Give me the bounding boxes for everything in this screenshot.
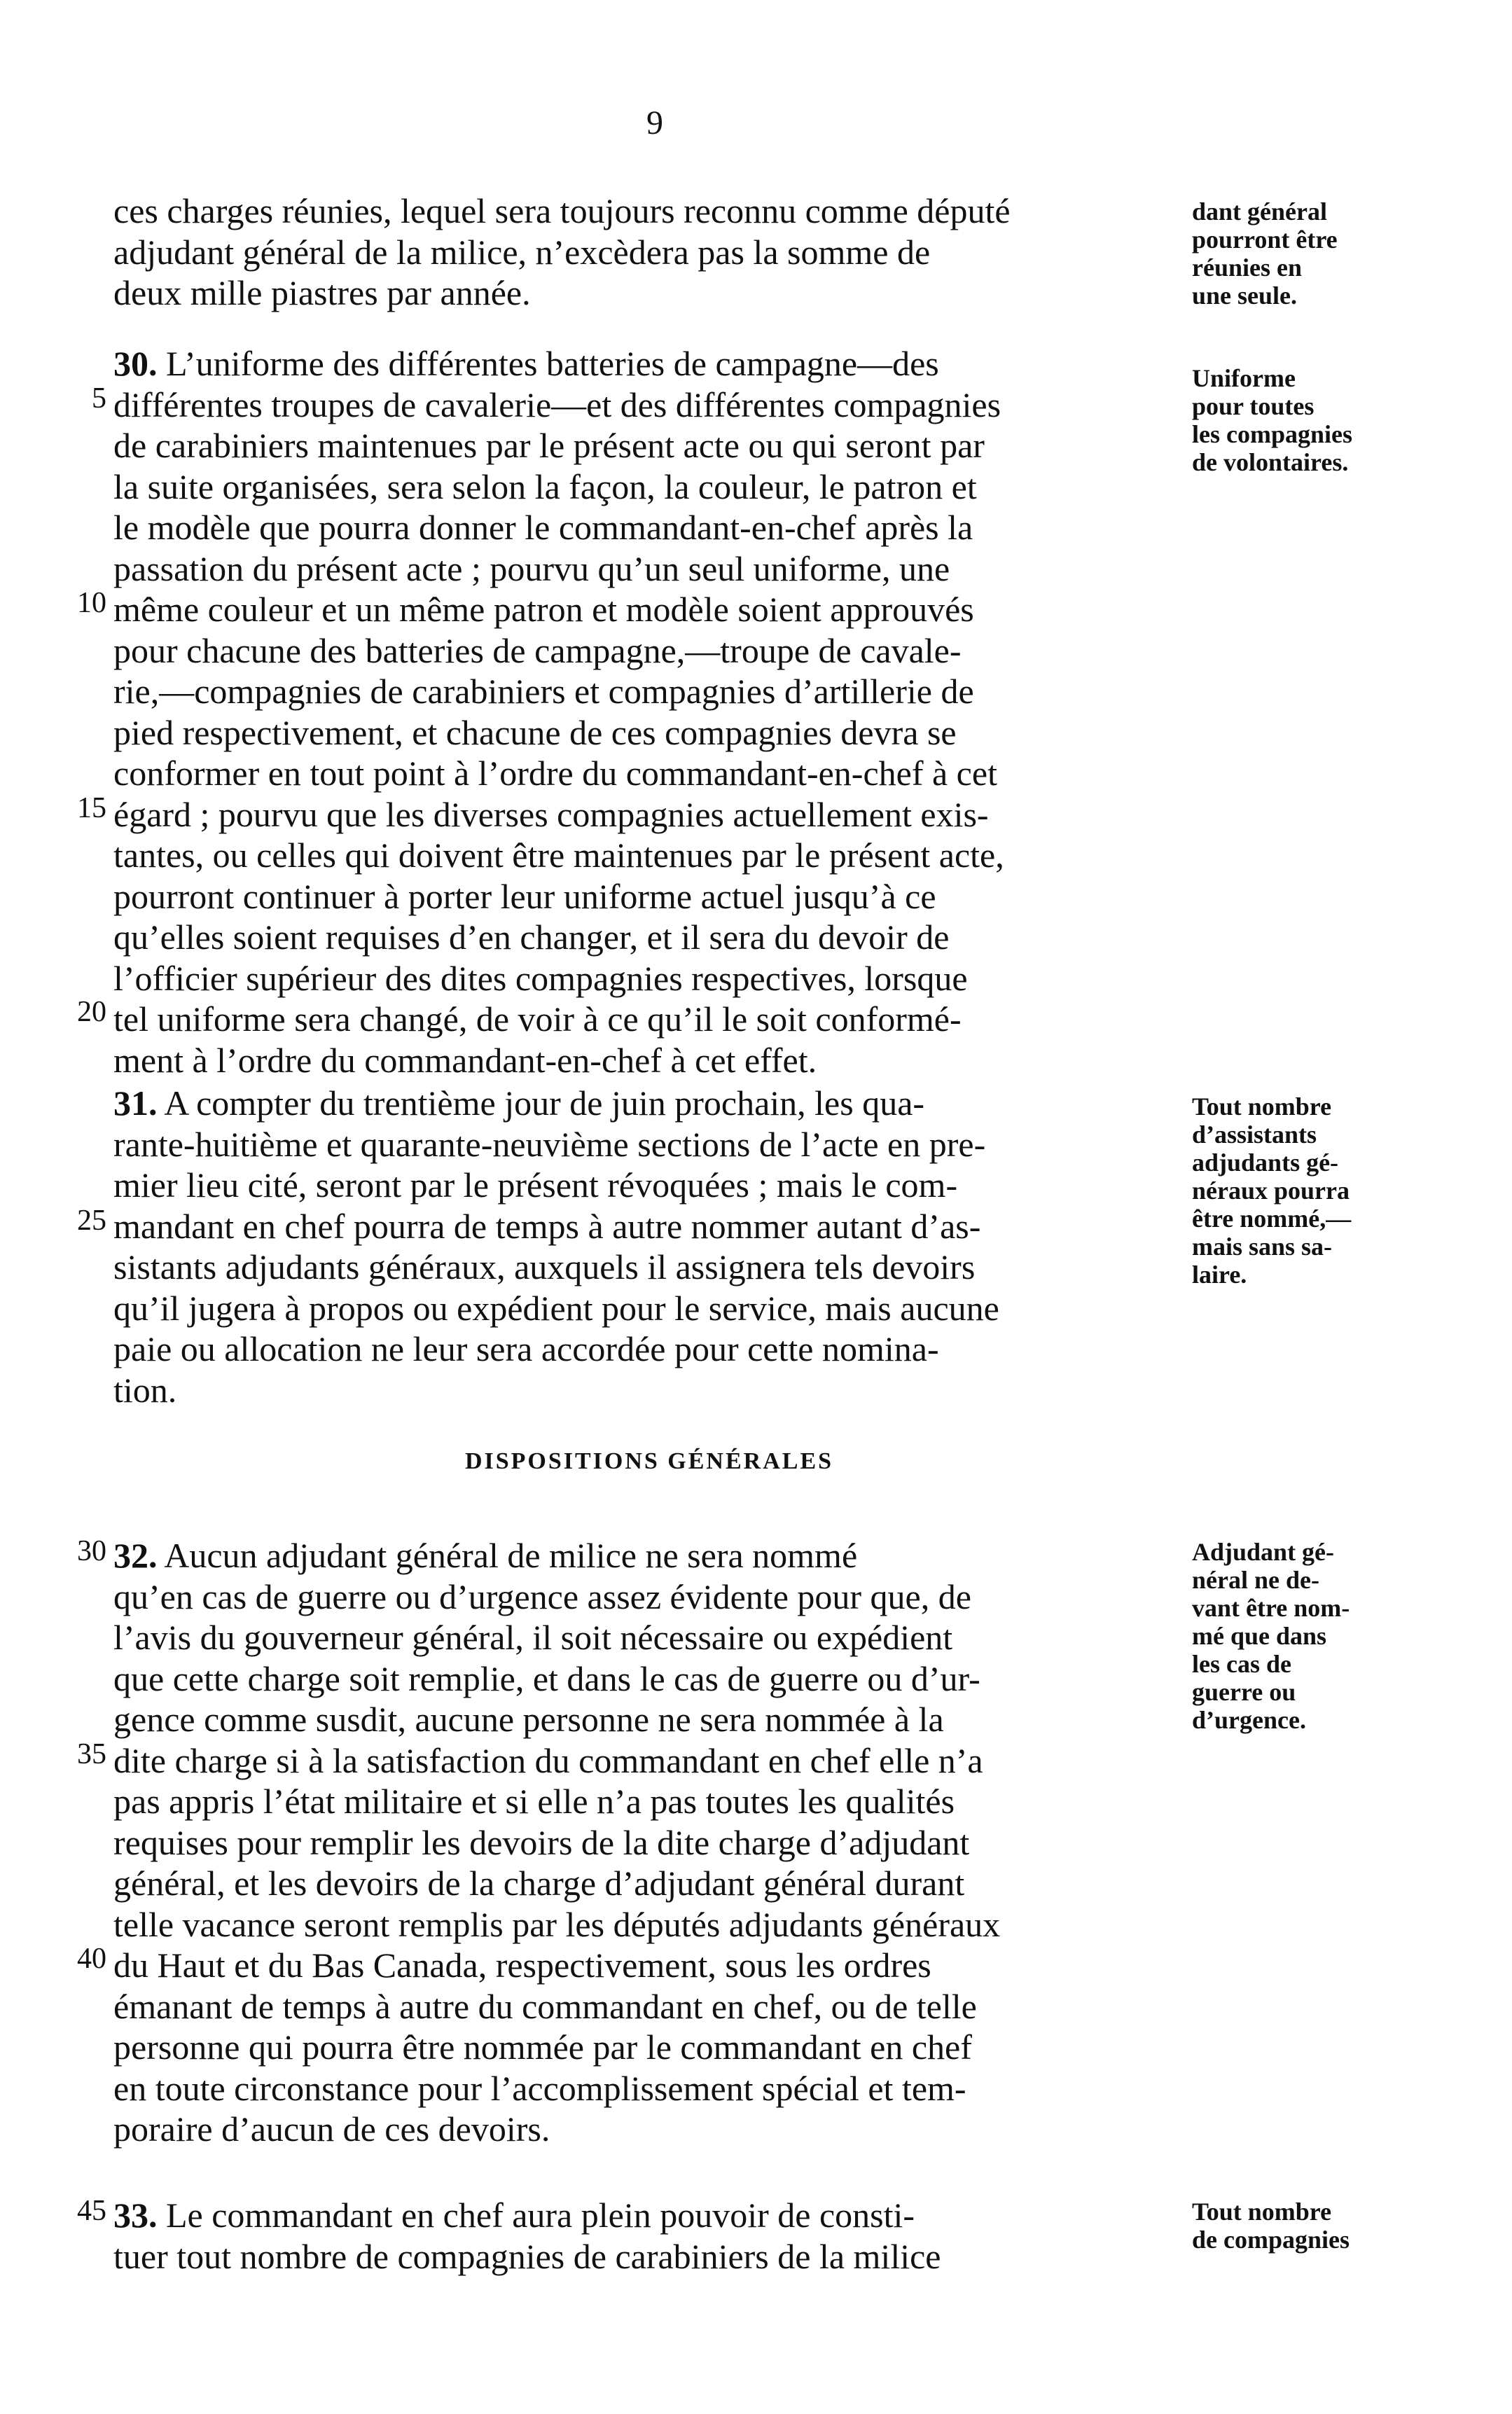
line-number-40: 40 bbox=[77, 1943, 106, 1975]
margin-note-31: Tout nombre d’assistants adjudants gé- néraux pourra être nommé,— mais sans sa- laire. bbox=[1192, 1092, 1352, 1289]
section-number-33: 33. bbox=[113, 2196, 158, 2235]
paragraph-32 bbox=[113, 1535, 1185, 2150]
paragraph-31 bbox=[113, 1083, 1185, 1410]
line-number-15: 15 bbox=[77, 792, 106, 824]
line-number-20: 20 bbox=[77, 996, 106, 1028]
paragraph-30-text: L’uniforme des différentes batteries de campagne—des différentes troupes de cavalerie—et des différentes compagnies de carabiniers maintenues par le présent acte ou qui seront par la suite organisées, sera selon la façon, la couleur, le patron et le modèle que pourra donner le commandant-en-chef après la passation du présent acte ; pourvu qu’un seul uniforme, une même couleur et un même patron et modèle soient approuvés pour chacune des batteries de campagne,—troupe de cavale- rie,—compagnies de carabiniers et compagnies d’artillerie de pied respectivement, et chacune de ces compagnies devra se conformer en tout point à l’ordre du commandant-en-chef à cet égard ; pourvu que les diverses compagnies actuellement exis- tantes, ou celles qui doivent être maintenues par le présent acte, pourront continuer à porter leur uniforme actuel jusqu’à ce qu’elles soient requises d’en changer, et il sera du devoir de l’officier supérieur des dites compagnies respectives, lorsque tel uniforme sera changé, de voir à ce qu’il le soit conformé- ment à l’ordre du commandant-en-chef à cet effet. bbox=[113, 344, 1004, 1080]
paragraph-33-text: Le commandant en chef aura plein pouvoir de consti- tuer tout nombre de compagnies de carabiniers de la milice bbox=[113, 2196, 941, 2276]
section-number-31: 31. bbox=[113, 1083, 158, 1123]
paragraph-intro-text: ces charges réunies, lequel sera toujours reconnu comme député adjudant général de la milice, n’excèdera pas la somme de deux mille piastres par année. bbox=[113, 191, 1011, 312]
margin-note-32: Adjudant gé- néral ne de- vant être nom- mé que dans les cas de guerre ou d’urgence. bbox=[1192, 1538, 1350, 1734]
line-number-45: 45 bbox=[77, 2195, 106, 2227]
line-number-5: 5 bbox=[92, 382, 106, 415]
paragraph-32-text: Aucun adjudant général de milice ne sera nommé qu’en cas de guerre ou d’urgence assez évidente pour que, de l’avis du gouverneur général, il soit nécessaire ou expédient que cette charge soit remplie, et dans le cas de guerre ou d’ur- gence comme susdit, aucune personne ne sera nommée à la dite charge si à la satisfaction du commandant en chef elle n’a pas appris l’état militaire et si elle n’a pas toutes les qualités requises pour remplir les devoirs de la dite charge d’adjudant général, et les devoirs de la charge d’adjudant général durant telle vacance seront remplis par les députés adjudants généraux du Haut et du Bas Canada, respectivement, sous les ordres émanant de temps à autre du commandant en chef, ou de telle personne qui pourra être nommée par le commandant en chef en toute circonstance pour l’accomplissement spécial et tem- poraire d’aucun de ces devoirs. bbox=[113, 1536, 1001, 2149]
section-number-30: 30. bbox=[113, 344, 158, 383]
paragraph-30 bbox=[113, 343, 1185, 1081]
section-number-32: 32. bbox=[113, 1536, 158, 1575]
line-number-35: 35 bbox=[77, 1738, 106, 1770]
margin-note-intro: dant général pourront être réunies en une seule. bbox=[1192, 197, 1338, 310]
line-number-30: 30 bbox=[77, 1535, 106, 1567]
section-heading: DISPOSITIONS GÉNÉRALES bbox=[464, 1448, 834, 1474]
paragraph-33 bbox=[113, 2195, 1185, 2277]
margin-note-30: Uniforme pour toutes les compagnies de volontaires. bbox=[1192, 364, 1352, 476]
paragraph-31-text: A compter du trentième jour de juin prochain, les qua- rante-huitième et quarante-neuvième sections de l’acte en pre- mier lieu cité, seront par le présent révoquées ; mais le com- mandant en chef pourra de temps à autre nommer autant d’as- sistants adjudants généraux, auxquels il assignera tels devoirs qu’il jugera à propos ou expédient pour le service, mais aucune paie ou allocation ne leur sera accordée pour cette nomina- tion. bbox=[113, 1083, 999, 1410]
page-number: 9 bbox=[646, 104, 663, 141]
paragraph-intro bbox=[113, 190, 1185, 314]
margin-note-33: Tout nombre de compagnies bbox=[1192, 2198, 1350, 2254]
line-number-25: 25 bbox=[77, 1205, 106, 1237]
line-number-10: 10 bbox=[77, 587, 106, 619]
